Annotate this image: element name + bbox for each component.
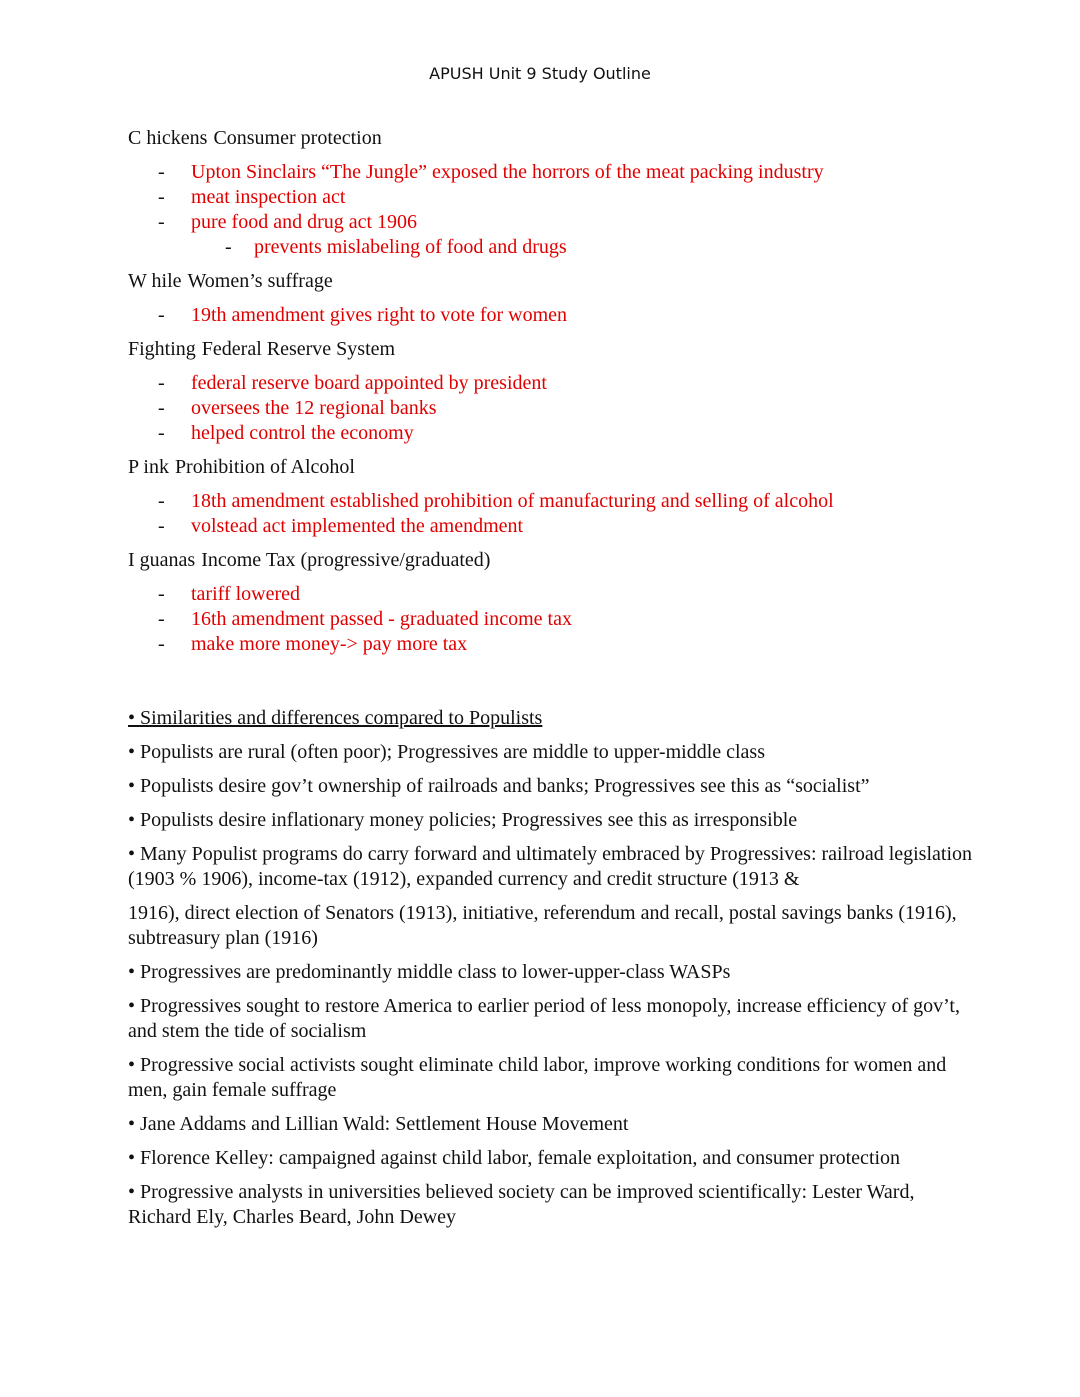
list-item: - volstead act implemented the amendment [128, 514, 988, 539]
sub-list-item: - prevents mislabeling of food and drugs [128, 235, 988, 260]
section-mnemonic: P ink [128, 456, 169, 478]
section-items [128, 303, 988, 328]
list-item: - meat inspection act [128, 185, 988, 210]
section-items [128, 582, 988, 657]
list-item: - pure food and drug act 1906 [128, 210, 988, 235]
bullet-line: • Populists are rural (often poor); Progressives are middle to upper-middle class [128, 741, 766, 763]
page-title: APUSH Unit 9 Study Outline [429, 64, 651, 83]
section-consumer-protection [128, 126, 988, 260]
bullet-line: • Populists desire inflationary money policies; Progressives see this as irresponsible [128, 809, 798, 831]
section-items [128, 371, 988, 446]
bullet-line: • Many Populist programs do carry forward and ultimately embraced by Progressives: railroad legislation (1903 % 1906), income-tax (1912), expanded currency and credit structure (1913 & [128, 843, 973, 890]
section-prohibition [128, 455, 988, 539]
list-item: - helped control the economy [128, 421, 988, 446]
bullet-line: 1916), direct election of Senators (1913), initiative, referendum and recall, postal savings banks (1916), subtreasury plan (1916) [128, 902, 957, 949]
section-topic: Prohibition of Alcohol [174, 456, 355, 478]
list-item: - make more money-> pay more tax [128, 632, 988, 657]
section-items [128, 160, 988, 260]
section-items [128, 489, 988, 539]
section-topic: Consumer protection [213, 127, 382, 149]
section-federal-reserve [128, 337, 988, 446]
section-heading [128, 337, 988, 362]
section-topic: Federal Reserve System [201, 338, 396, 360]
bullet-line: • Florence Kelley: campaigned against child labor, female exploitation, and consumer protection [128, 1147, 901, 1169]
section-mnemonic: C hickens [128, 127, 208, 149]
list-item: - oversees the 12 regional banks [128, 396, 988, 421]
list-item: - tariff lowered [128, 582, 988, 607]
bullet-line: • Progressive social activists sought eliminate child labor, improve working conditions for women and men, gain female suffrage [128, 1054, 947, 1101]
list-item: - federal reserve board appointed by president [128, 371, 988, 396]
bullet-line: • Progressives are predominantly middle class to lower-upper-class WASPs [128, 961, 731, 983]
section-heading [128, 126, 988, 151]
bullet-line: • Progressives sought to restore America to earlier period of less monopoly, increase efficiency of gov’t, and stem the tide of socialism [128, 995, 960, 1042]
section-heading [128, 269, 988, 294]
section-mnemonic: Fighting [128, 338, 196, 360]
section-mnemonic: I guanas [128, 549, 196, 571]
section-mnemonic: W hile [128, 270, 182, 292]
list-item: - 18th amendment established prohibition of manufacturing and selling of alcohol [128, 489, 988, 514]
section-womens-suffrage [128, 269, 988, 328]
section-topic: Income Tax (progressive/graduated) [201, 549, 491, 571]
list-item: - Upton Sinclairs “The Jungle” exposed the horrors of the meat packing industry [128, 160, 988, 185]
mnemonic-outline [128, 126, 988, 666]
bullet-line: • Jane Addams and Lillian Wald: Settlement House Movement [128, 1113, 629, 1135]
section-income-tax [128, 548, 988, 657]
list-item: - 19th amendment gives right to vote for women [128, 303, 988, 328]
section-topic: Women’s suffrage [187, 270, 333, 292]
section-heading [128, 455, 988, 480]
section-heading [128, 548, 988, 573]
list-item: - 16th amendment passed - graduated income tax [128, 607, 988, 632]
populists-comparison [128, 706, 978, 1239]
populists-title: • Similarities and differences compared to Populists [128, 707, 543, 729]
bullet-line: • Populists desire gov’t ownership of railroads and banks; Progressives see this as “socialist” [128, 775, 870, 797]
bullet-line: • Progressive analysts in universities believed society can be improved scientifically: Lester Ward, Richard Ely, Charles Beard, John Dewey [128, 1181, 915, 1228]
